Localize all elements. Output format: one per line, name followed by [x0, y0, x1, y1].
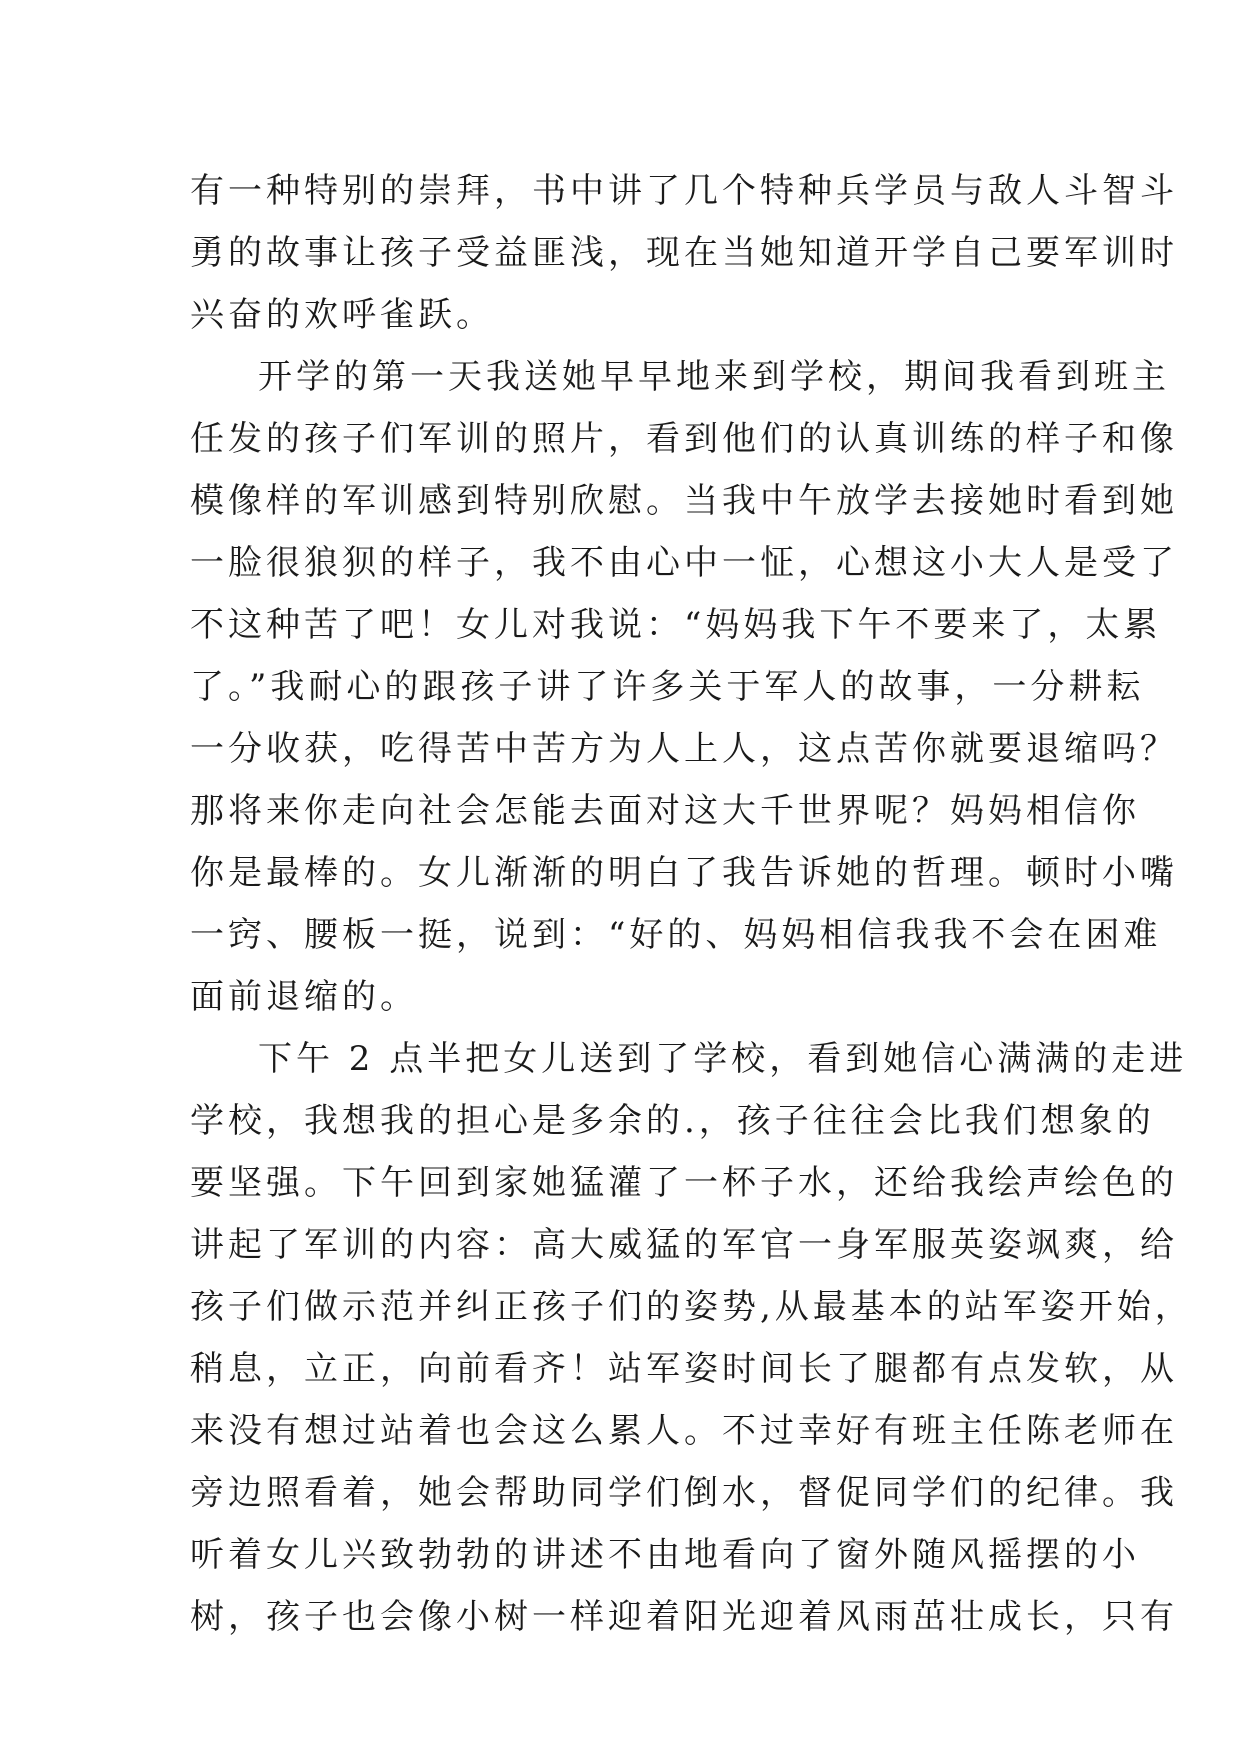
text-line: 你是最棒的。女儿渐渐的明白了我告诉她的哲理。顿时小嘴	[190, 853, 1178, 893]
text-line: 不这种苦了吧！女儿对我说：“妈妈我下午不要来了，太累	[190, 605, 1162, 645]
text-line: 讲起了军训的内容：高大威猛的军官一身军服英姿飒爽，给	[190, 1225, 1178, 1265]
text-line: 一脸很狼狈的样子，我不由心中一怔，心想这小大人是受了	[190, 543, 1178, 583]
text-line: 面前退缩的。	[190, 977, 418, 1017]
text-line: 勇的故事让孩子受益匪浅，现在当她知道开学自己要军训时	[190, 233, 1178, 273]
paragraph-first-line: 开学的第一天我送她早早地来到学校，期间我看到班主	[258, 357, 1170, 397]
text-line: 学校，我想我的担心是多余的.，孩子往往会比我们想象的	[190, 1101, 1155, 1141]
text-line: 一窍、腰板一挺，说到：“好的、妈妈相信我我不会在困难	[190, 915, 1162, 955]
text-line: 要坚强。下午回到家她猛灌了一杯子水，还给我绘声绘色的	[190, 1163, 1178, 1203]
text-line: 旁边照看着，她会帮助同学们倒水，督促同学们的纪律。我	[190, 1473, 1178, 1513]
text-line: 兴奋的欢呼雀跃。	[190, 295, 494, 335]
text-line: 任发的孩子们军训的照片，看到他们的认真训练的样子和像	[190, 419, 1178, 459]
text-line: 那将来你走向社会怎能去面对这大千世界呢？妈妈相信你	[190, 791, 1140, 831]
text-line: 孩子们做示范并纠正孩子们的姿势,从最基本的站军姿开始，	[190, 1287, 1193, 1327]
text-line: 稍息，立正，向前看齐！站军姿时间长了腿都有点发软，从	[190, 1349, 1178, 1389]
text-line: 有一种特别的崇拜，书中讲了几个特种兵学员与敌人斗智斗	[190, 171, 1178, 211]
text-line: 一分收获，吃得苦中苦方为人上人，这点苦你就要退缩吗？	[190, 729, 1178, 769]
text-line: 了。”我耐心的跟孩子讲了许多关于军人的故事，一分耕耘	[190, 667, 1145, 707]
text-line: 树，孩子也会像小树一样迎着阳光迎着风雨茁壮成长，只有	[190, 1597, 1178, 1637]
text-line: 模像样的军训感到特别欣慰。当我中午放学去接她时看到她	[190, 481, 1178, 521]
text-line: 来没有想过站着也会这么累人。不过幸好有班主任陈老师在	[190, 1411, 1178, 1451]
text-line: 听着女儿兴致勃勃的讲述不由地看向了窗外随风摇摆的小	[190, 1535, 1140, 1575]
body-text	[190, 160, 1193, 1648]
paragraph-first-line: 下午 2 点半把女儿送到了学校，看到她信心满满的走进	[258, 1039, 1188, 1079]
